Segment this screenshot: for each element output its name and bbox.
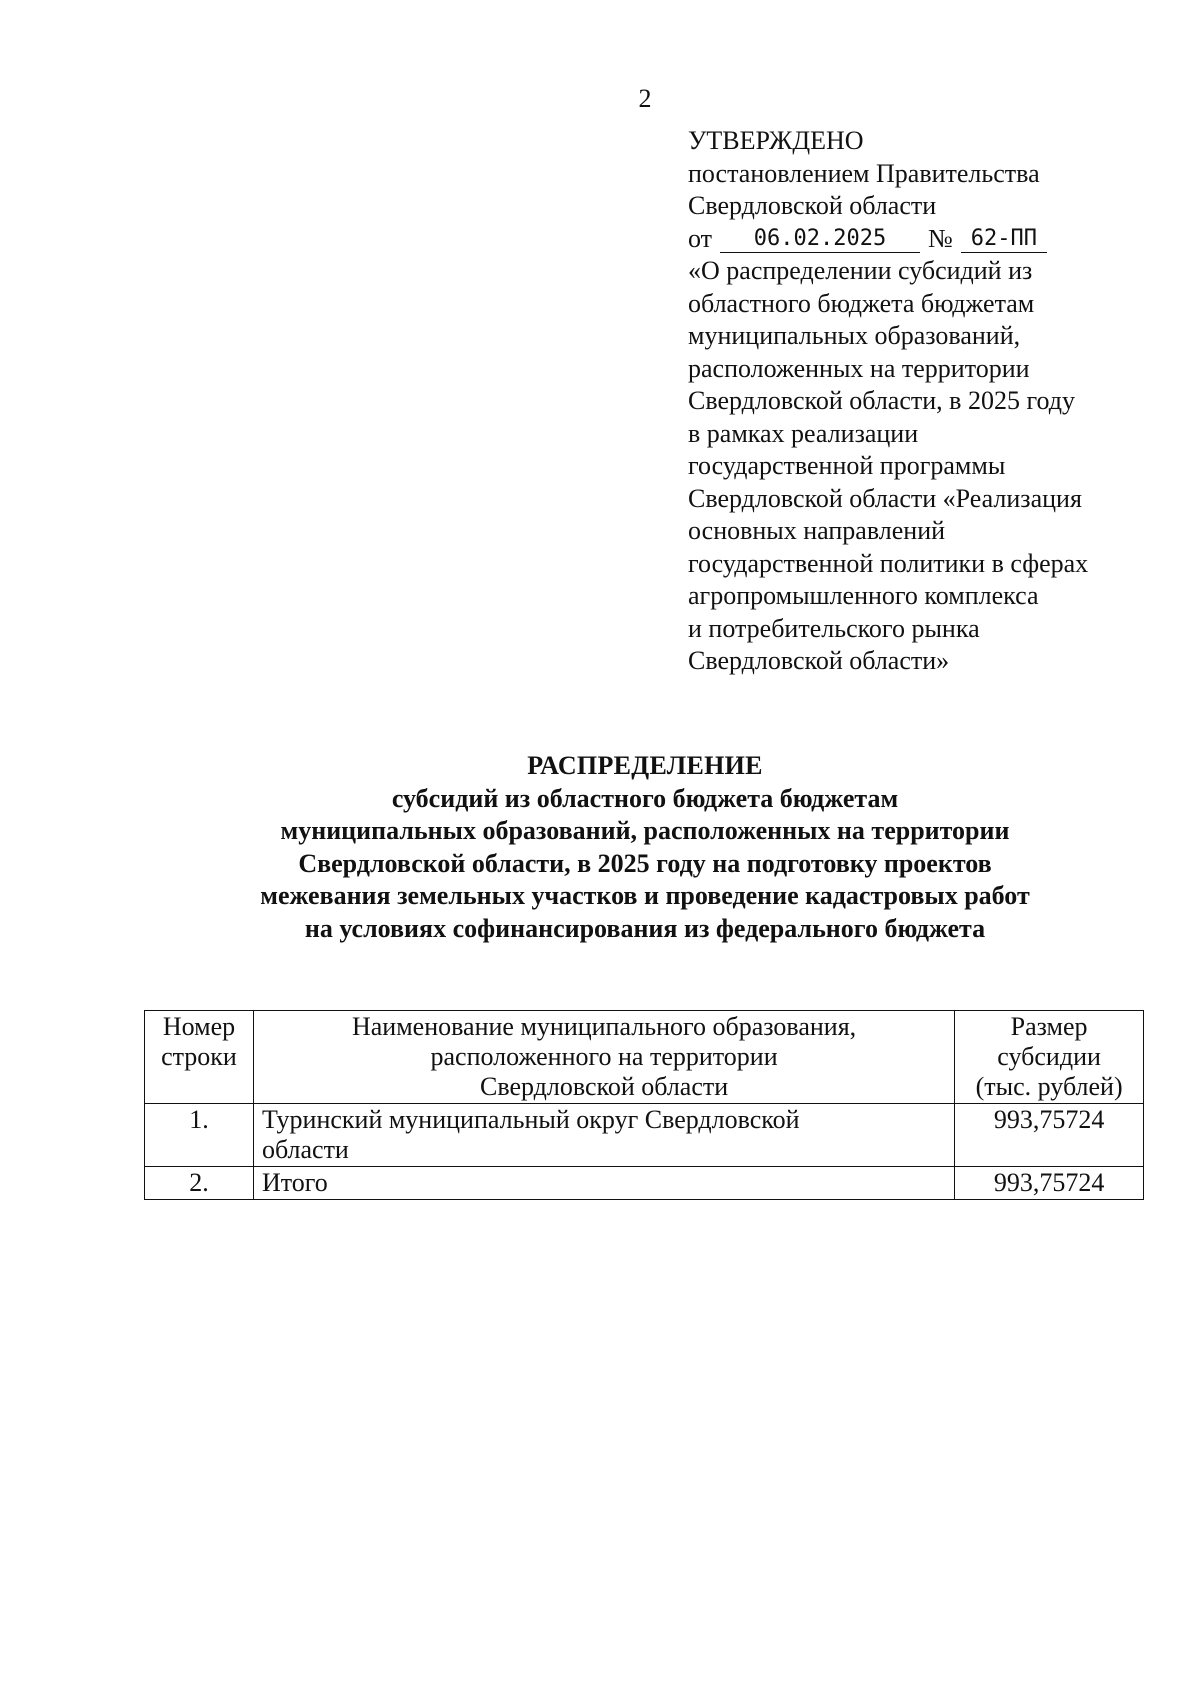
header-text: Наименование муниципального образования, [351, 1012, 857, 1041]
header-subsidy-amount [955, 1011, 1144, 1104]
approval-heading: УТВЕРЖДЕНО [688, 126, 864, 155]
distribution-table [144, 1010, 1144, 1200]
header-text: Свердловской области [479, 1072, 729, 1101]
from-label: от [688, 223, 713, 253]
approval-date-line [688, 223, 1168, 256]
document-title-line: межевания земельных участков и проведение кадастровых работ [260, 881, 1030, 910]
approval-title-line: в рамках реализации [688, 418, 919, 448]
approval-title-line: Свердловской области, в 2025 году [688, 386, 1075, 415]
approval-line-1: постановлением Правительства [688, 158, 1040, 188]
table-header-row [145, 1011, 1144, 1104]
approval-title-line: и потребительского рынка [688, 613, 980, 643]
approval-stamp [688, 125, 1168, 678]
approval-title-line: агропромышленного комплекса [688, 581, 1039, 610]
municipality-name: Итого [253, 1167, 954, 1200]
header-row-number [145, 1011, 254, 1104]
subsidy-amount: 993,75724 [955, 1104, 1144, 1167]
header-text: расположенного на территории [430, 1042, 778, 1071]
approval-title-line: государственной политики в сферах [688, 548, 1089, 578]
row-number: 2. [145, 1167, 254, 1200]
document-title-line: субсидий из областного бюджета бюджетам [391, 783, 899, 813]
header-text: субсидии [997, 1042, 1101, 1071]
header-text: Размер [1010, 1012, 1088, 1041]
table-row [145, 1167, 1144, 1200]
approval-title-line: Свердловской области» [688, 646, 950, 675]
row-number: 1. [145, 1104, 254, 1167]
header-text: Номер [162, 1012, 236, 1041]
page-number: 2 [638, 84, 652, 113]
document-title-line: на условиях софинансирования из федерального бюджета [304, 913, 986, 943]
approval-title-line: государственной программы [688, 451, 1006, 480]
municipality-name-text: Туринский муниципальный округ Свердловской [261, 1105, 800, 1134]
document-title-line: Свердловской области, в 2025 году на подготовку проектов [298, 848, 992, 878]
municipality-name-text: области [261, 1135, 349, 1164]
document-title [0, 750, 1200, 945]
approval-title-line: основных направлений [688, 516, 946, 545]
table-row [145, 1104, 1144, 1167]
header-text: строки [161, 1042, 237, 1071]
header-text: (тыс. рублей) [975, 1072, 1123, 1101]
header-municipality-name [253, 1011, 954, 1104]
subsidy-amount: 993,75724 [955, 1167, 1144, 1200]
approval-date: 06.02.2025 [720, 226, 920, 253]
approval-title-line: «О распределении субсидий из [688, 256, 1033, 285]
document-title-line: муниципальных образований, расположенных на территории [280, 816, 1010, 845]
approval-line-2: Свердловской области [688, 191, 937, 220]
approval-title-line: расположенных на территории [688, 353, 1030, 383]
approval-title-line: областного бюджета бюджетам [688, 288, 1035, 318]
approval-number: 62-ПП [961, 226, 1047, 253]
number-sign: № [928, 223, 953, 253]
document-title-main: РАСПРЕДЕЛЕНИЕ [527, 751, 763, 780]
municipality-name [253, 1104, 954, 1167]
approval-title-line: муниципальных образований, [688, 321, 1021, 350]
approval-title-line: Свердловской области «Реализация [688, 483, 1082, 513]
